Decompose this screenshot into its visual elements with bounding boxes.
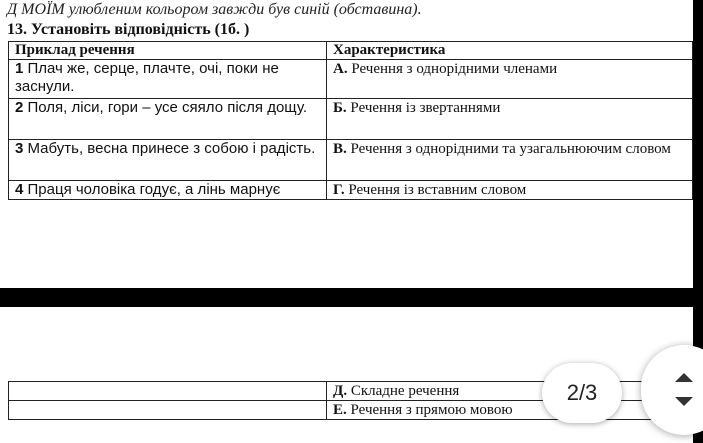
row-number: 2	[15, 99, 24, 116]
row-example: Праця чоловіка годує, а лінь марнує	[27, 181, 281, 198]
chevron-up-icon[interactable]	[675, 373, 693, 382]
header-characteristic: Характеристика	[327, 42, 693, 60]
row-characteristic: Речення з прямою мовою	[350, 402, 513, 418]
row-letter: В.	[333, 141, 347, 157]
table-row	[9, 140, 693, 181]
page-indicator: 2/3	[542, 363, 622, 423]
table-row	[9, 60, 693, 99]
matching-table	[8, 41, 693, 200]
table-row	[9, 181, 693, 200]
table-header-row	[9, 42, 693, 60]
row-letter: Б.	[333, 100, 347, 116]
row-example: Мабуть, весна принесе з собою і радість.	[27, 140, 316, 157]
row-characteristic: Речення із вставним словом	[348, 182, 527, 198]
row-characteristic: Складне речення	[350, 383, 460, 399]
table-row	[9, 99, 693, 140]
task-title: 13. Установіть відповідність (1б. )	[7, 21, 250, 38]
row-example: Поля, ліси, гори – усе сяяло після дощу.	[27, 99, 307, 116]
row-number: 1	[15, 60, 24, 77]
row-characteristic: Речення з однорідними членами	[351, 61, 558, 77]
row-characteristic: Речення з однорідними та узагальнюючим словом	[350, 141, 671, 157]
row-number: 3	[15, 140, 24, 157]
row-number: 4	[15, 181, 24, 198]
row-characteristic: Речення із звертаннями	[350, 100, 501, 116]
row-letter: Г.	[333, 182, 345, 198]
row-letter: Е.	[333, 402, 347, 418]
row-letter: Д.	[333, 383, 348, 399]
intro-line: Д МОЇМ улюбленим кольором завжди був синій (обставина).	[7, 1, 422, 18]
header-example: Приклад речення	[9, 42, 327, 60]
row-letter: А.	[333, 61, 348, 77]
chevron-down-icon[interactable]	[675, 397, 693, 406]
row-example: Плач же, серце, плачте, очі, поки не заснули.	[15, 60, 279, 95]
